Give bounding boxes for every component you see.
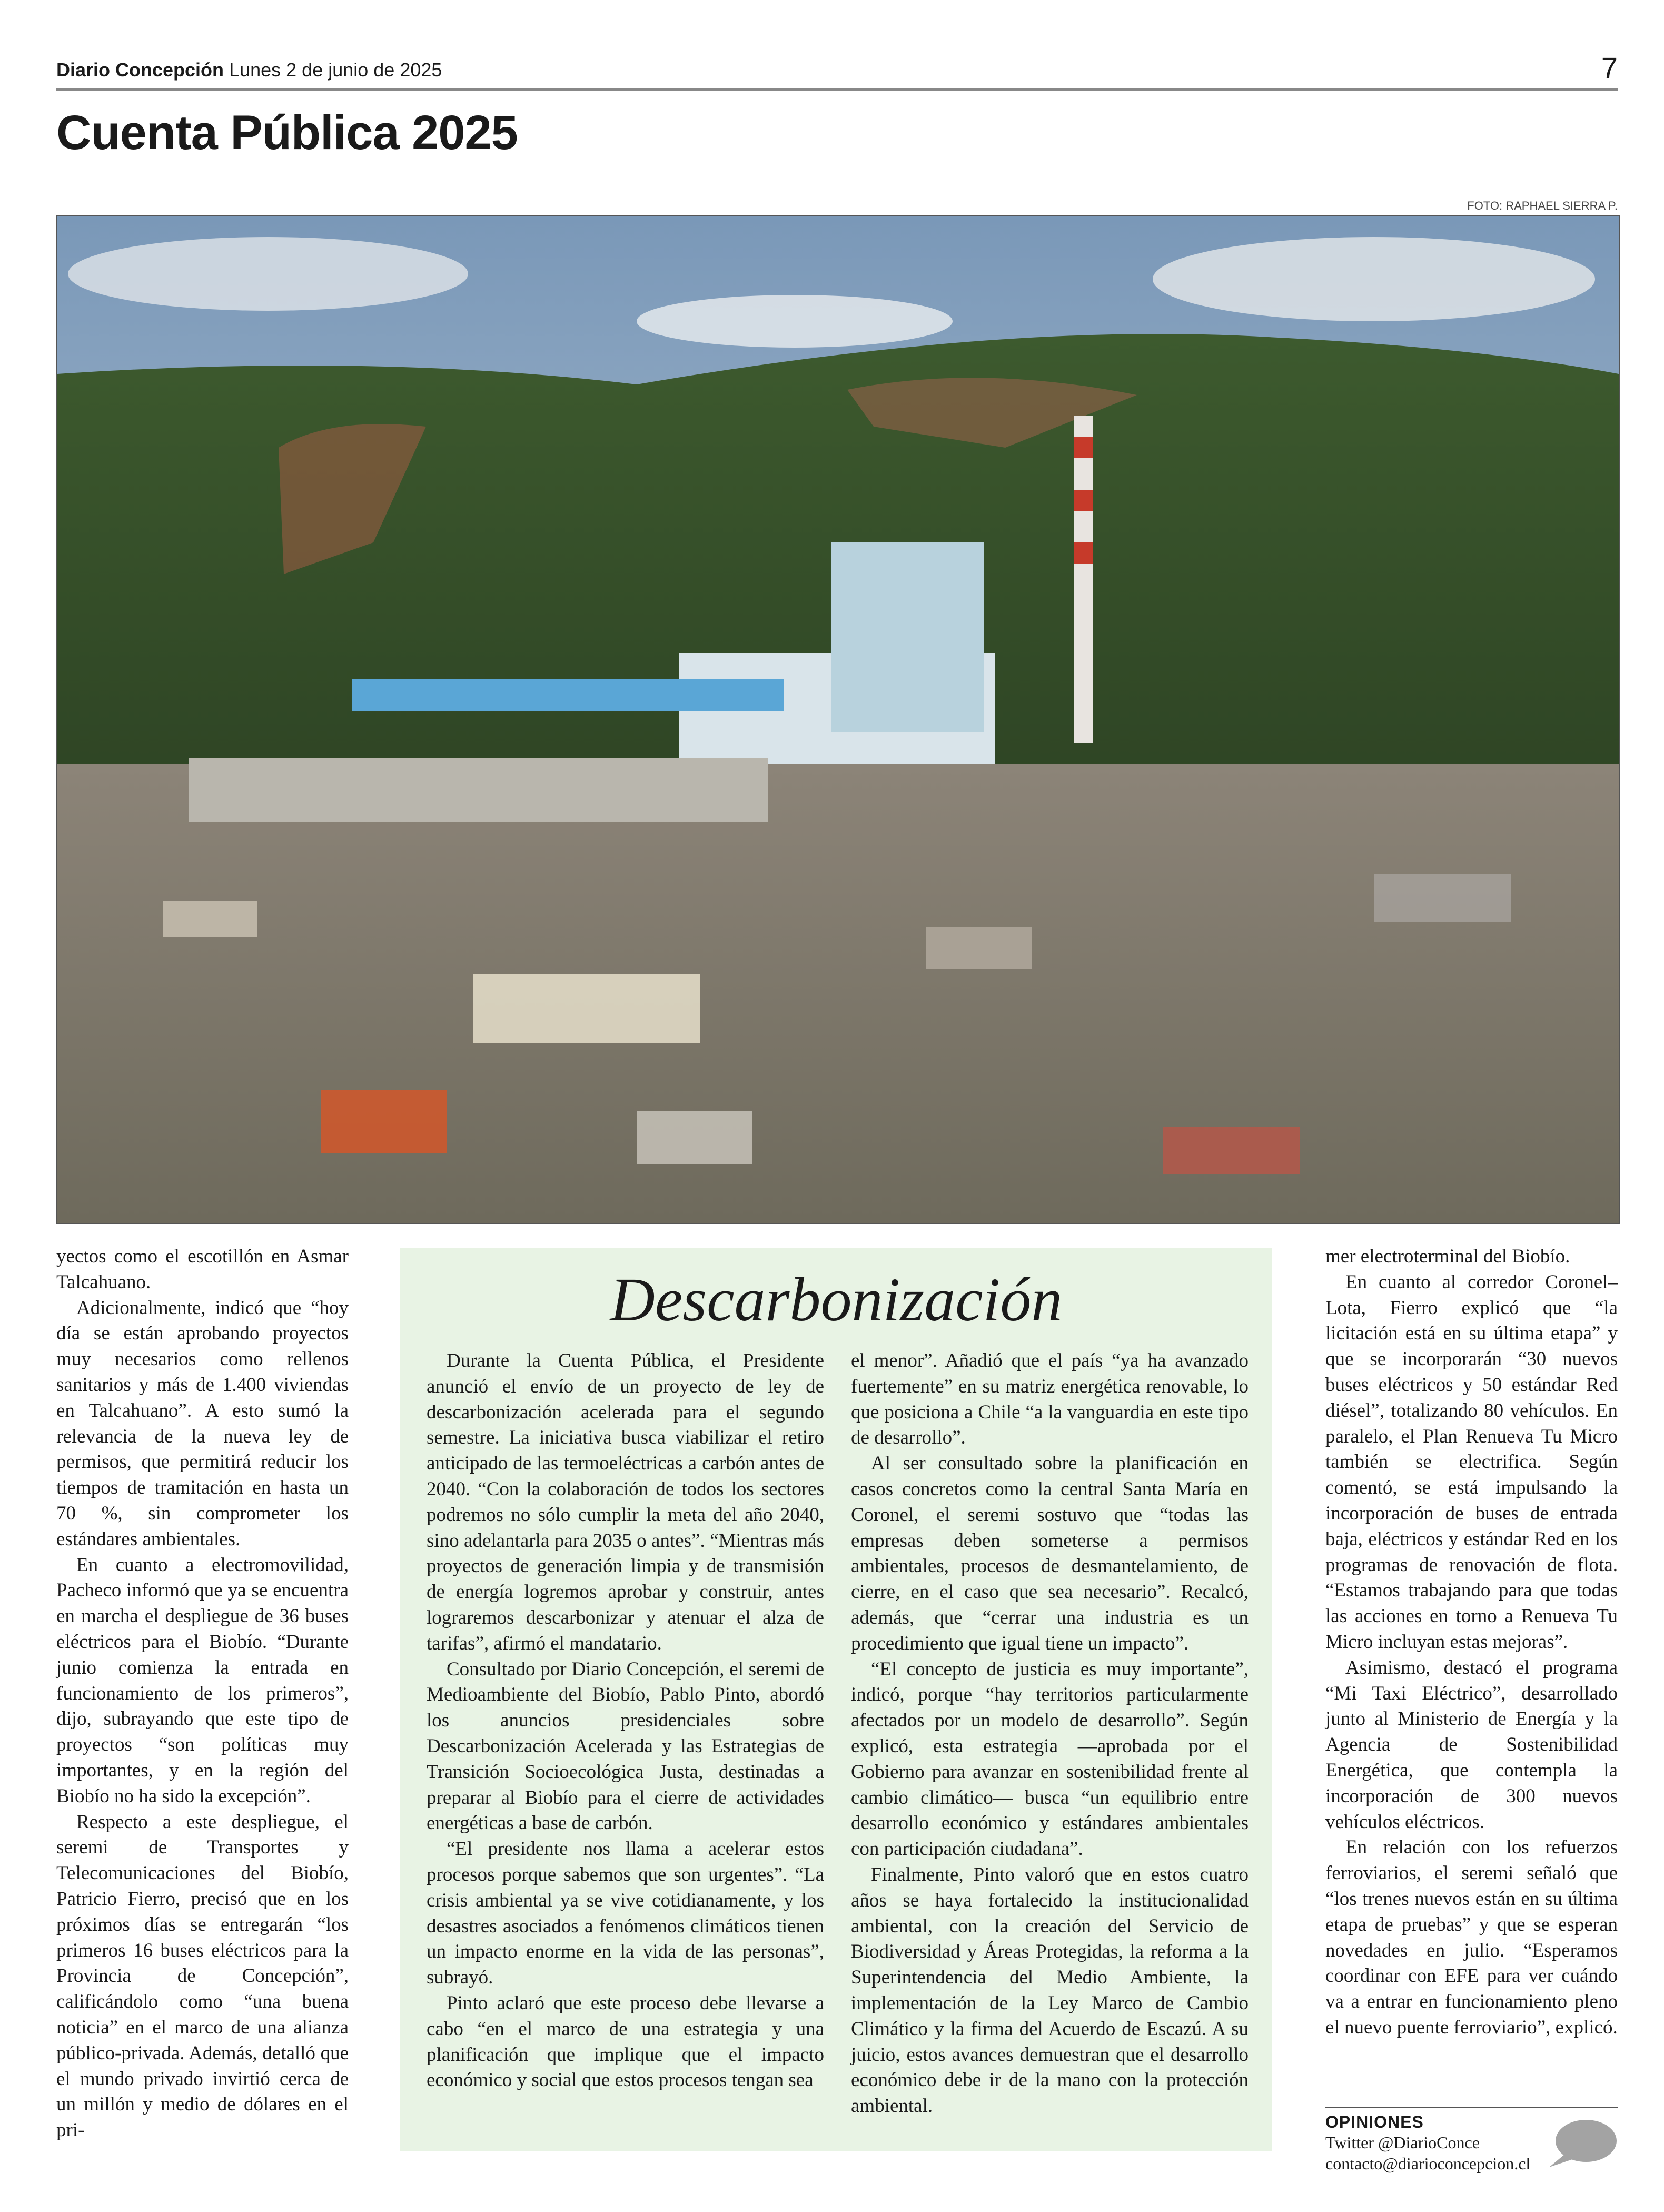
paragraph: Respecto a este despliegue, el seremi de Transportes y Telecomunicaciones del Biobío, Patricio Fierro, precisó que en los próximos días se entregarán “los primeros 16 buses eléctricos para la Provincia de Concepción”, calificándolo como “una buena noticia” en el marco de una alianza público-privada. Además, detalló que el mundo privado invirtió cerca de un millón y medio de dólares en el pri-: [56, 1811, 349, 2141]
paragraph: Consultado por Diario Concepción, el seremi de Medioambiente del Biobío, Pablo Pinto, abordó los anuncios presidenciales sobre Descarbonización Acelerada y las Estrategias de Transición Socioecológica Justa, destinadas a preparar al Biobío para el cierre de actividades energéticas a base de carbón.: [427, 1658, 824, 1834]
photo-coal-plant-town: [56, 215, 1620, 1224]
paragraph: Pinto aclaró que este proceso debe llevarse a cabo “en el marco de una estrategia y una planificación que implique que el impacto económico y social que estos procesos tengan sea: [427, 1992, 824, 2091]
issue-date: Lunes 2 de junio de 2025: [229, 59, 442, 81]
paragraph: Asimismo, destacó el programa “Mi Taxi Eléctrico”, desarrollado junto al Ministerio de Energía y la Agencia de Sostenibilidad Energética, que contempla la incorporación de 300 nuevos vehículos eléctricos.: [1325, 1656, 1618, 1833]
box-column-2: [851, 1348, 1249, 2119]
divider: [1325, 2107, 1618, 2108]
paragraph: En cuanto al corredor Coronel–Lota, Fierro explicó que “la licitación está en su última etapa” y que se incorporarán “30 nuevos buses eléctricos y 50 estándar Red diésel”, totalizando 80 vehículos. En paralelo, el Plan Renueva Tu Micro también se electrifica. Según comentó, se está impulsando la incorporación de buses de entrada baja, eléctricos y estándar Red en los programas de renovación de flota. “Estamos trabajando para que todas las acciones en torno a Renueva Tu Micro incluyan estas mejoras”.: [1325, 1271, 1618, 1653]
paragraph: Durante la Cuenta Pública, el Presidente anunció el envío de un proyecto de ley de descarbonización acelerada para el segundo semestre. La iniciativa busca viabilizar el retiro anticipado de las termoeléctricas a carbón antes de 2040. “Con la colaboración de todos los sectores podremos no sólo cumplir la meta del año 2040, sino adelantarla para 2035 o antes”. “Mientras más proyectos de generación limpia y de transmisión de energía logremos aprobar y construir, antes lograremos descarbonizar y atenuar el alza de tarifas”, afirmó el mandatario.: [427, 1350, 824, 1654]
masthead: [56, 59, 442, 81]
paper-name: Diario Concepción: [56, 59, 224, 81]
paragraph: mer electroterminal del Biobío.: [1325, 1246, 1570, 1267]
paragraph: yectos como el escotillón en Asmar Talcahuano.: [56, 1246, 349, 1293]
header-rule: [56, 88, 1618, 91]
paragraph: Finalmente, Pinto valoró que en estos cuatro años se haya fortalecido la institucionalidad ambiental, con la creación del Servicio de Biodiversidad y Áreas Protegidas, la reforma a la Superintendencia del Medio Ambiente, la implementación de la Ley Marco de Cambio Climático y la firma del Acuerdo de Escazú. A su juicio, estos avances demuestran que el desarrollo económico debe ir de la mano con la protección ambiental.: [851, 1863, 1249, 2117]
article-right-column: [1325, 1244, 1618, 2041]
opinions-box: [1325, 2107, 1618, 2174]
section-title: Cuenta Pública 2025: [56, 106, 518, 160]
article-left-column: [56, 1244, 349, 2144]
speech-bubble-icon: [1544, 2117, 1618, 2170]
sidebar-box-descarbonizacion: [400, 1248, 1272, 2151]
paragraph: Adicionalmente, indicó que “hoy día se están aprobando proyectos muy necesarios como rellenos sanitarios y más de 1.400 viviendas en Talcahuano”. A esto sumó la relevancia de la nueva ley de permisos, que permitirá reducir los tiempos de tramitación en hasta un 70 %, sin comprometer los estándares ambientales.: [56, 1297, 349, 1550]
paragraph: Al ser consultado sobre la planificación en casos concretos como la central Santa María en Coronel, el seremi sostuvo que “todas las empresas deben someterse a permisos ambientales, procesos de desmantelamiento, de cierre, en el caso que sea necesario”. Recalcó, además, que “cerrar una industria es un procedimiento que igual tiene un impacto”.: [851, 1453, 1249, 1654]
paragraph: el menor”. Añadió que el país “ya ha avanzado fuertemente” en su matriz energética renovable, lo que posiciona a Chile “a la vanguardia en este tipo de desarrollo”.: [851, 1350, 1249, 1449]
opinions-title: OPINIONES: [1325, 2112, 1424, 2131]
photo-credit: FOTO: RAPHAEL SIERRA P.: [1467, 199, 1618, 212]
paragraph: “El concepto de justicia es muy importante”, indicó, porque “hay territorios particularmente afectados por un modelo de desarrollo”. Según explicó, esta estrategia —aprobada por el Gobierno para avanzar en sostenibilidad frente al cambio climático— busca “un equilibrio entre desarrollo económico y estándares ambientales con participación ciudadana”.: [851, 1658, 1249, 1860]
twitter-handle[interactable]: Twitter @DiarioConce: [1325, 2133, 1480, 2152]
page-number: 7: [1601, 51, 1618, 84]
paragraph: “El presidente nos llama a acelerar estos procesos porque sabemos que son urgentes”. “La crisis ambiental ya se vive cotidianamente, y los desastres asociados a fenómenos climáticos tienen un impacto enorme en la vida de las personas”, subrayó.: [427, 1838, 824, 1989]
paragraph: En relación con los refuerzos ferroviarios, el seremi señaló que “los trenes nuevos están en su última etapa de pruebas” y que se esperan novedades en julio. “Esperamos coordinar con EFE para ver cuándo va a entrar en funcionamiento pleno el nuevo puente ferroviario”, explicó.: [1325, 1836, 1618, 2038]
paragraph: En cuanto a electromovilidad, Pacheco informó que ya se encuentra en marcha el despliegue de 36 buses eléctricos para el Biobío. “Durante junio comienza la entrada en funcionamiento de los primeros”, dijo, subrayando que este tipo de proyectos “son políticas muy importantes, y en la región del Biobío no ha sido la excepción”.: [56, 1554, 349, 1807]
contact-email[interactable]: contacto@diarioconcepcion.cl: [1325, 2154, 1531, 2173]
box-title: Descarbonización: [610, 1265, 1063, 1334]
box-column-1: [427, 1348, 824, 2094]
